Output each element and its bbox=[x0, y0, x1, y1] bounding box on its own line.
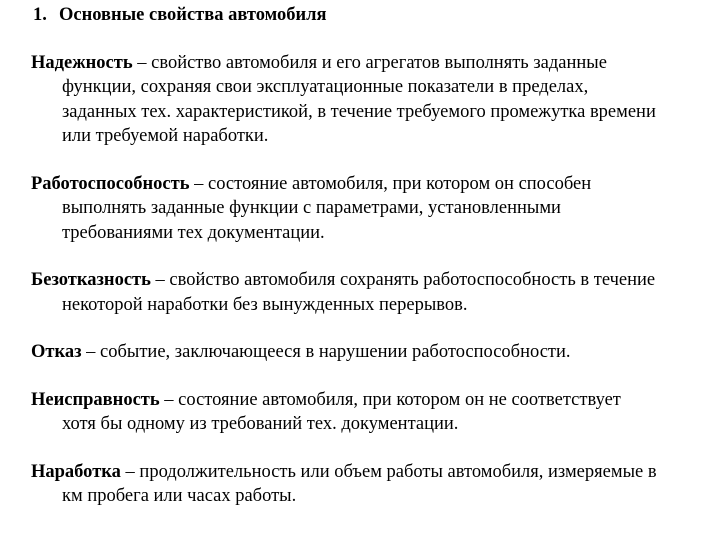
definition-line bbox=[31, 172, 720, 197]
paragraph-otkaz bbox=[31, 340, 720, 365]
definition-line: выполнять заданные функции с параметрами, установленными bbox=[62, 198, 561, 218]
paragraph-nadezhnost bbox=[31, 51, 720, 149]
paragraph-bezotkaznost bbox=[31, 268, 720, 317]
paragraph-narabotka bbox=[31, 460, 720, 509]
definition-line: или требуемой наработки. bbox=[62, 126, 269, 146]
paragraph-rabotosposobnost bbox=[31, 172, 720, 246]
term-bezotkaznost: Безотказность bbox=[31, 270, 151, 290]
definition-text: – свойство автомобиля сохранять работоспособность в течение bbox=[150, 270, 656, 290]
definition-line bbox=[31, 268, 720, 293]
definition-text: – состояние автомобиля, при котором он не соответствует bbox=[159, 389, 621, 410]
definition-line: некоторой наработки без вынужденных перерывов. bbox=[62, 294, 468, 315]
paragraph-neispravnost bbox=[31, 388, 720, 437]
definition-text: – состояние автомобиля, при котором он способен bbox=[189, 173, 592, 194]
term-nadezhnost: Надежность bbox=[31, 52, 133, 73]
page-title bbox=[33, 3, 720, 28]
definition-line: км пробега или часах работы. bbox=[62, 486, 297, 506]
definition-text: – событие, заключающееся в нарушении работоспособности. bbox=[81, 342, 571, 362]
definition-line bbox=[31, 388, 720, 413]
title-number: 1. bbox=[33, 5, 47, 25]
title-text: Основные свойства автомобиля bbox=[59, 5, 327, 25]
term-otkaz: Отказ bbox=[31, 342, 82, 362]
definition-text: – продолжительность или объем работы автомобиля, измеряемые в bbox=[120, 461, 657, 482]
term-narabotka: Наработка bbox=[31, 461, 121, 482]
definition-text: – свойство автомобиля и его агрегатов выполнять заданные bbox=[132, 52, 607, 73]
definition-line bbox=[31, 460, 720, 485]
definition-line bbox=[31, 51, 720, 76]
definition-line: требованиями тех документации. bbox=[62, 222, 325, 243]
term-neispravnost: Неисправность bbox=[31, 389, 160, 410]
definition-line: функции, сохраняя свои эксплуатационные показатели в пределах, bbox=[62, 77, 589, 97]
definition-line: хотя бы одному из требований тех. документации. bbox=[62, 414, 459, 434]
definition-line bbox=[31, 340, 720, 365]
term-rabotosposobnost: Работоспособность bbox=[31, 173, 190, 194]
definition-line: заданных тех. характеристикой, в течение требуемого промежутка времени bbox=[62, 101, 656, 122]
